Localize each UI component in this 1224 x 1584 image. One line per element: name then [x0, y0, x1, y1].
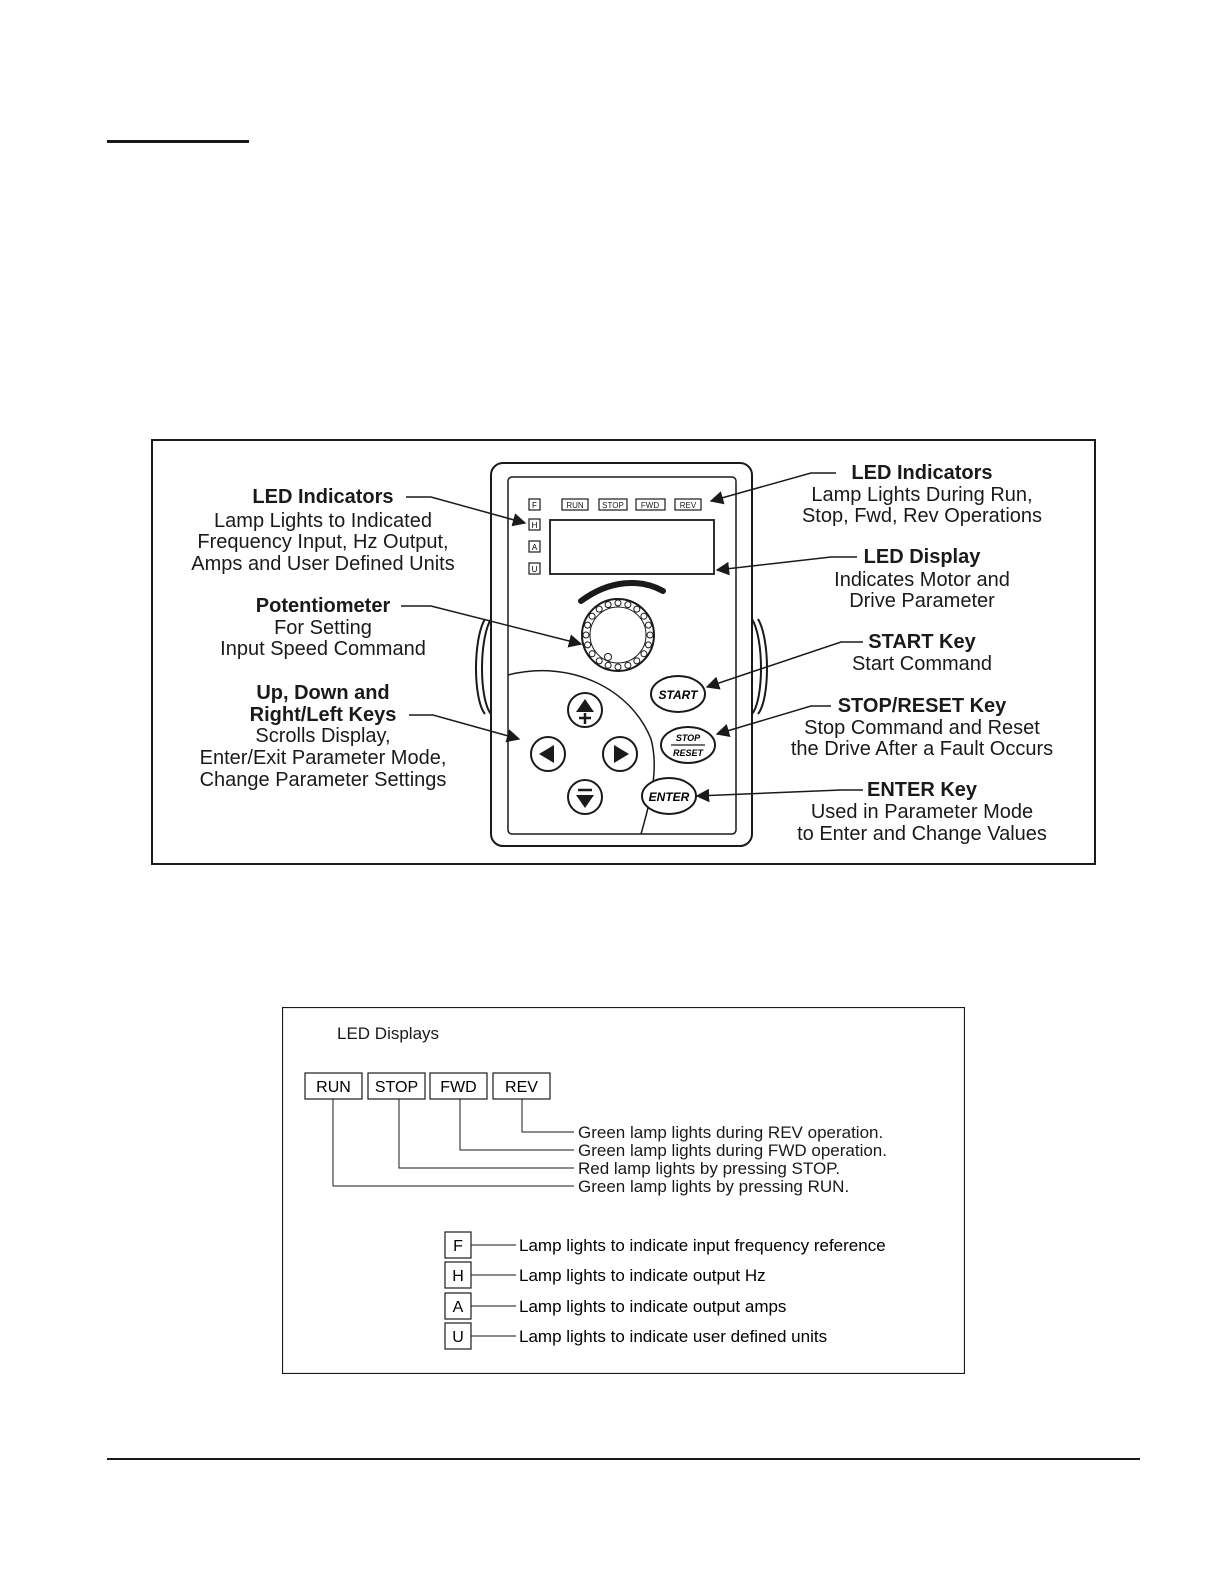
panel-lamp-stop [599, 499, 627, 510]
down-key[interactable] [568, 780, 602, 814]
svg-text:Change Parameter Settings: Change Parameter Settings [199, 769, 447, 791]
footer-rule [107, 1458, 1140, 1460]
svg-text:F: F [453, 1238, 463, 1255]
status-lamp-stop [368, 1073, 425, 1099]
unit-note-a: Lamp lights to indicate output amps [519, 1297, 787, 1316]
svg-text:Potentiometer: Potentiometer [255, 595, 391, 617]
svg-text:Drive Parameter: Drive Parameter [849, 590, 995, 612]
svg-text:STOP: STOP [675, 733, 701, 743]
left-key[interactable] [531, 737, 565, 771]
svg-text:the Drive After a Fault Occurs: the Drive After a Fault Occurs [790, 738, 1054, 760]
svg-text:LED Indicators: LED Indicators [252, 486, 394, 508]
svg-text:FWD: FWD [640, 501, 660, 510]
svg-text:LED Display: LED Display [863, 546, 981, 568]
svg-text:F: F [532, 501, 537, 510]
enter-key[interactable] [642, 778, 696, 814]
led-displays-diagram [282, 1007, 965, 1374]
up-key[interactable] [568, 693, 602, 727]
svg-text:Amps and User Defined Units: Amps and User Defined Units [191, 553, 455, 575]
svg-text:H: H [531, 521, 538, 530]
led-displays-title: LED Displays [337, 1024, 440, 1043]
status-lamp-rev [493, 1073, 550, 1099]
status-lamp-fwd [430, 1073, 487, 1099]
svg-text:U: U [531, 565, 538, 574]
svg-text:Right/Left Keys: Right/Left Keys [249, 704, 397, 726]
panel-lamp-run [562, 499, 588, 510]
status-note-fwd: Green lamp lights during FWD operation. [578, 1141, 887, 1160]
svg-text:Lamp Lights During Run,: Lamp Lights During Run, [811, 484, 1033, 506]
panel-lamp-rev [675, 499, 701, 510]
svg-text:Enter/Exit Parameter Mode,: Enter/Exit Parameter Mode, [199, 747, 447, 769]
svg-text:Input Speed Command: Input Speed Command [220, 638, 426, 660]
svg-text:RUN: RUN [316, 1079, 351, 1096]
svg-text:Used in Parameter Mode: Used in Parameter Mode [810, 801, 1034, 823]
svg-text:REV: REV [679, 501, 697, 510]
led-display-window [550, 520, 714, 574]
unit-note-u: Lamp lights to indicate user defined units [519, 1327, 828, 1346]
status-note-rev: Green lamp lights during REV operation. [578, 1123, 884, 1142]
svg-text:Scrolls Display,: Scrolls Display, [255, 725, 391, 747]
svg-text:Indicates Motor and: Indicates Motor and [834, 569, 1010, 591]
svg-text:For Setting: For Setting [274, 617, 372, 639]
svg-text:H: H [452, 1268, 464, 1285]
svg-text:START Key: START Key [868, 631, 976, 653]
svg-text:Lamp Lights to Indicated: Lamp Lights to Indicated [214, 510, 432, 532]
status-note-run: Green lamp lights by pressing RUN. [578, 1177, 850, 1196]
svg-text:STOP: STOP [374, 1079, 419, 1096]
svg-text:RUN: RUN [566, 501, 584, 510]
svg-text:ENTER: ENTER [648, 790, 690, 804]
svg-text:to Enter and Change Values: to Enter and Change Values [797, 823, 1047, 845]
unit-note-f: Lamp lights to indicate input frequency reference [519, 1236, 886, 1255]
panel-lamp-fwd [636, 499, 665, 510]
unit-note-h: Lamp lights to indicate output Hz [519, 1266, 766, 1285]
keypad-diagram [151, 439, 1096, 865]
header-rule [107, 140, 249, 143]
svg-text:A: A [452, 1299, 464, 1316]
svg-text:REV: REV [505, 1079, 538, 1096]
svg-text:LED Indicators: LED Indicators [851, 462, 993, 484]
svg-text:Up, Down and: Up, Down and [256, 682, 390, 704]
svg-text:ENTER Key: ENTER Key [866, 779, 978, 801]
svg-text:A: A [531, 543, 538, 552]
svg-text:FWD: FWD [440, 1079, 477, 1096]
svg-text:Frequency Input, Hz Output,: Frequency Input, Hz Output, [197, 531, 449, 553]
right-key[interactable] [603, 737, 637, 771]
callout-start-key [852, 631, 992, 675]
svg-text:RESET: RESET [672, 748, 704, 758]
svg-text:U: U [452, 1329, 464, 1346]
svg-text:STOP: STOP [602, 501, 624, 510]
status-note-stop: Red lamp lights by pressing STOP. [578, 1159, 841, 1178]
svg-text:Stop Command and Reset: Stop Command and Reset [804, 717, 1040, 739]
svg-text:Start Command: Start Command [851, 653, 993, 675]
svg-text:STOP/RESET Key: STOP/RESET Key [837, 695, 1007, 717]
stop-reset-key[interactable] [661, 727, 715, 763]
status-lamp-run [305, 1073, 362, 1099]
svg-text:Stop, Fwd, Rev Operations: Stop, Fwd, Rev Operations [801, 505, 1043, 527]
start-key[interactable] [651, 676, 705, 712]
svg-text:START: START [658, 688, 698, 702]
